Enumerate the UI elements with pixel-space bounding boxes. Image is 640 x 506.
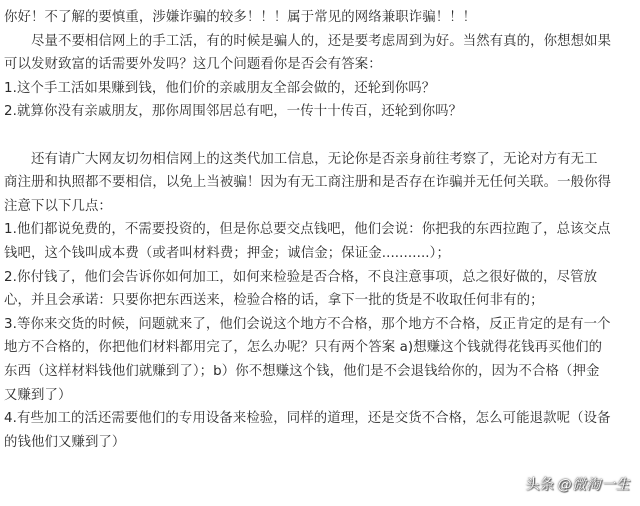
watermark (526, 474, 631, 494)
watermark-author: @微淘一生 (557, 477, 630, 493)
text-line: 商注册和执照都不要相信，以免上当被骗！因为有无工商注册和是否存在诈骗并无任何关联。一般你得 (4, 175, 612, 191)
text-line: 钱吧，这个钱叫成本费（或者叫材料费；押金；诚信金；保证金...........）； (4, 245, 450, 261)
text-line-warning: 你好！不了解的要慎重，涉嫌诈骗的较多！！！属于常见的网络兼职诈骗！！！ (4, 10, 477, 25)
text-line: 4.有些加工的活还需要他们的专用设备来检验，同样的道理，还是交货不合格，怎么可能退款呢（设备 (4, 411, 611, 427)
text-line: 又赚到了） (4, 387, 72, 403)
text-line: 2.你付钱了，他们会告诉你如何加工，如何来检验是否合格，不良注意事项，总之很好做的，尽管放 (4, 269, 598, 285)
text-line: 1.他们都说免费的，不需要投资的，但是你总要交点钱吧，他们会说：你把我的东西拉跑了，总该交点 (4, 222, 611, 238)
text-line: 注意下以下几点： (4, 198, 112, 214)
text-line: 东西（这样材料钱他们就赚到了）；b）你不想赚这个钱，他们是不会退钱给你的，因为不合格（押金 (4, 363, 600, 379)
watermark-source: 头条 (525, 477, 555, 493)
text-line: 尽量不要相信网上的手工活，有的时候是骗人的，还是要考虑周到为好。当然有真的，你想想如果 (31, 33, 612, 49)
text-line: 地方不合格的，你把他们材料都用完了，怎么办呢？只有两个答案 a)想赚这个钱就得花钱再买他们的 (4, 340, 603, 356)
text-line: 还有请广大网友切勿相信网上的这类代加工信息，无论你是否亲身前往考察了，无论对方有无工 (31, 151, 598, 167)
text-line: 1.这个手工活如果赚到钱，他们价的亲戚朋友全部会做的，还轮到你吗？ (4, 80, 436, 96)
text-line: 2.就算你没有亲戚朋友，那你周围邻居总有吧，一传十十传百，还轮到你吗？ (4, 104, 463, 120)
text-line: 的钱他们又赚到了） (4, 434, 126, 450)
text-line: 3.等你来交货的时候，问题就来了，他们会说这个地方不合格，那个地方不合格，反正肯定的是有一个 (4, 316, 611, 332)
paragraph-gap (4, 124, 636, 148)
article-body (4, 6, 636, 454)
text-line: 可以发财致富的话需要外发吗？这几个问题看你是否会有答案： (4, 57, 382, 73)
text-line: 心，并且会承诺：只要你把东西送来，检验合格的话，拿下一批的货是不收取任何非有的； (4, 293, 544, 309)
